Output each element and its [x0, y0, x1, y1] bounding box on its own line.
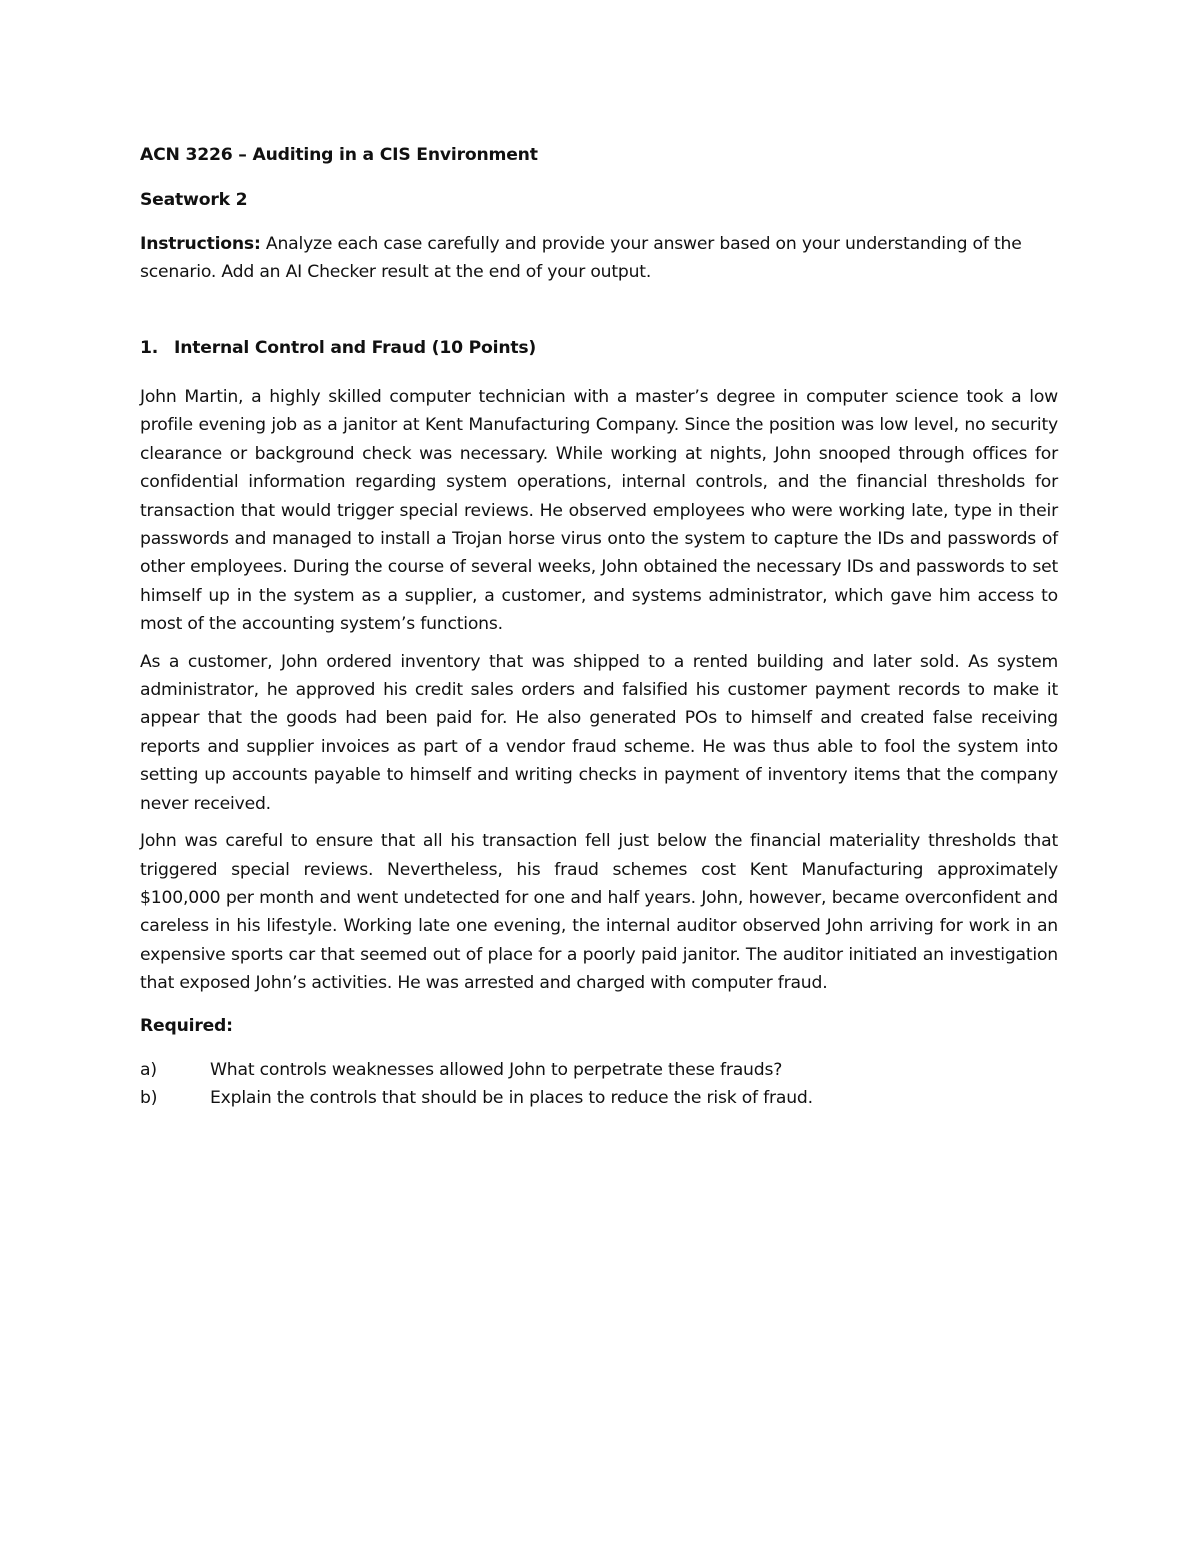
course-title: ACN 3226 – Auditing in a CIS Environment — [140, 145, 538, 165]
question-marker: a) — [140, 1059, 157, 1080]
required-questions — [140, 1056, 1058, 1113]
instructions — [140, 230, 1058, 286]
question-item — [140, 1084, 1058, 1112]
section-number: 1. — [140, 338, 159, 358]
section-title: Internal Control and Fraud (10 Points) — [174, 338, 537, 358]
case-paragraph-3: John was careful to ensure that all his transaction fell just below the financial materiality thresholds that triggered special reviews. Nevertheless, his fraud schemes cost Kent Manufacturing approximately $100,000 per month and went undetected for one and half years. John, however, became overconfident and careless in his lifestyle. Working late one evening, the internal auditor observed John arriving for work in an expensive sports car that seemed out of place for a poorly paid janitor. The auditor initiated an investigation that exposed John’s activities. He was arrested and charged with computer fraud. — [140, 831, 1058, 994]
question-item — [140, 1056, 1058, 1084]
instructions-text: Analyze each case carefully and provide your answer based on your understanding of the scenario. Add an AI Checker result at the end of your output. — [140, 234, 1022, 282]
case-paragraph-1: John Martin, a highly skilled computer technician with a master’s degree in computer science took a low profile evening job as a janitor at Kent Manufacturing Company. Since the position was low level, no security clearance or background check was necessary. While working at nights, John snooped through offices for confidential information regarding system operations, internal controls, and the financial thresholds for transaction that would trigger special reviews. He observed employees who were working late, type in their passwords and managed to install a Trojan horse virus onto the system to capture the IDs and passwords of other employees. During the course of several weeks, John obtained the necessary IDs and passwords to set himself up in the system as a supplier, a customer, and systems administrator, which gave him access to most of the accounting system’s functions. — [140, 387, 1058, 635]
question-text: What controls weaknesses allowed John to perpetrate these frauds? — [210, 1059, 783, 1080]
instructions-label: Instructions: — [140, 234, 261, 254]
question-text: Explain the controls that should be in places to reduce the risk of fraud. — [210, 1087, 813, 1108]
seatwork-title: Seatwork 2 — [140, 190, 248, 210]
document-page — [140, 141, 1058, 1112]
required-label: Required: — [140, 1015, 233, 1036]
section-heading — [140, 334, 1058, 362]
case-paragraph-2: As a customer, John ordered inventory that was shipped to a rented building and later sold. As system administrator, he approved his credit sales orders and falsified his customer payment records to make it appear that the goods had been paid for. He also generated POs to himself and created false receiving reports and supplier invoices as part of a vendor fraud scheme. He was thus able to fool the system into setting up accounts payable to himself and writing checks in payment of inventory items that the company never received. — [140, 651, 1058, 814]
question-marker: b) — [140, 1087, 158, 1108]
